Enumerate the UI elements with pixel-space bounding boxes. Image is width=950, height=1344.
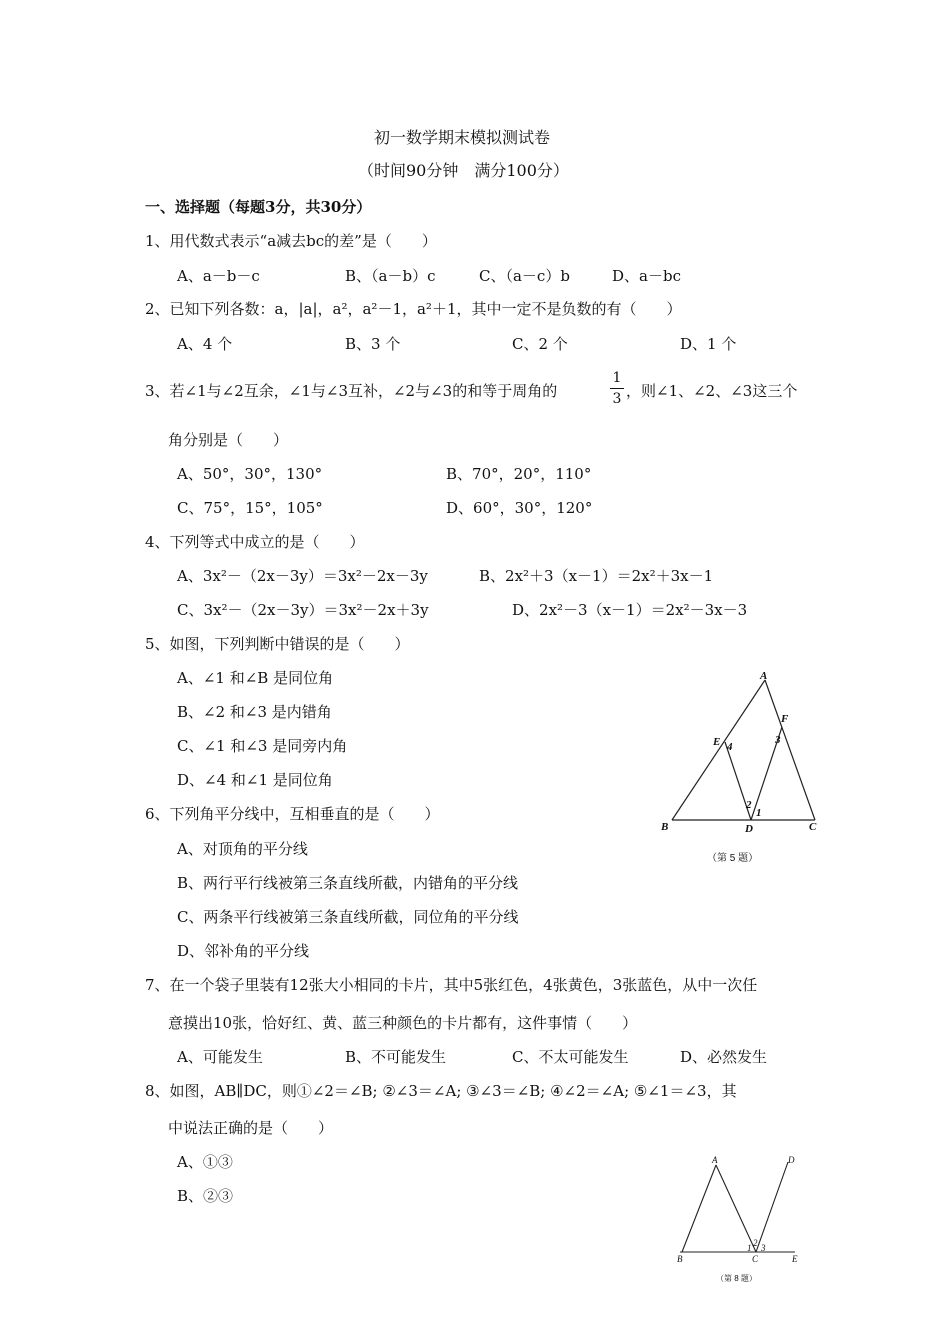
q5-figure — [655, 670, 830, 870]
q7-option-d: D、必然发生 — [680, 1048, 768, 1066]
q1-option-d: D、a－bc — [612, 267, 681, 285]
q1-option-a: A、a－b－c — [177, 267, 260, 285]
q8-option-b: B、②③ — [177, 1187, 234, 1205]
fraction-bar — [610, 388, 624, 389]
label-e: E — [792, 1254, 798, 1264]
q5-stem: 5、如图，下列判断中错误的是（ ） — [145, 635, 410, 653]
q5-option-a: A、∠1 和∠B 是同位角 — [177, 669, 334, 687]
q6-option-c: C、两条平行线被第三条直线所截，同位角的平分线 — [177, 908, 519, 926]
q3-option-a: A、50°，30°，130° — [177, 465, 323, 483]
q3-option-d: D、60°，30°，120° — [446, 499, 593, 517]
q1-stem: 1、用代数式表示“a减去bc的差”是（ ） — [145, 232, 437, 250]
q3-stem-cont: 角分别是（ ） — [168, 431, 289, 449]
label-b: B — [661, 821, 669, 833]
q2-stem: 2、已知下列各数：a，|a|，a²，a²－1，a²＋1，其中一定不是负数的有（ ） — [145, 300, 682, 318]
q6-option-d: D、邻补角的平分线 — [177, 942, 310, 960]
q3-fraction — [609, 369, 625, 415]
segment-ac — [716, 1165, 756, 1252]
q7-stem: 7、在一个袋子里装有12张大小相同的卡片，其中5张红色，4张黄色，3张蓝色，从中一次任 — [145, 976, 758, 994]
q6-option-a: A、对顶角的平分线 — [177, 840, 308, 858]
q8-figure — [670, 1150, 815, 1290]
q8-figure-caption: （第 8 题） — [716, 1274, 757, 1283]
segment-ab — [682, 1165, 716, 1252]
fraction-denominator: 3 — [612, 391, 622, 407]
q3-option-b: B、70°，20°，110° — [446, 465, 592, 483]
label-a: A — [712, 1155, 718, 1165]
segment-ac — [765, 680, 815, 820]
angle-label-1: 1 — [747, 1243, 752, 1253]
angle-label-3: 3 — [775, 734, 781, 746]
q4-option-b: B、2x²＋3（x－1）＝2x²＋3x－1 — [479, 567, 714, 585]
angle-label-3: 3 — [761, 1243, 766, 1253]
q3-option-c: C、75°，15°，105° — [177, 499, 323, 517]
q5-option-b: B、∠2 和∠3 是内错角 — [177, 703, 332, 721]
q2-option-b: B、3 个 — [345, 335, 401, 353]
q1-option-b: B、（a－b）c — [345, 267, 436, 285]
q1-option-c: C、（a－c）b — [479, 267, 570, 285]
page-title: 初一数学期末模拟测试卷 — [374, 128, 551, 147]
q6-option-b: B、两行平行线被第三条直线所截，内错角的平分线 — [177, 874, 519, 892]
q6-stem: 6、下列角平分线中，互相垂直的是（ ） — [145, 805, 440, 823]
angle-label-4: 4 — [727, 741, 733, 753]
q5-figure-caption: （第 5 题） — [707, 853, 759, 864]
section-heading: 一、选择题（每题3分，共30分） — [145, 198, 372, 216]
q3-stem-part1: 3、若∠1与∠2互余，∠1与∠3互补，∠2与∠3的和等于周角的 — [145, 382, 558, 400]
q2-option-c: C、2 个 — [512, 335, 568, 353]
q7-option-b: B、不可能发生 — [345, 1048, 447, 1066]
q2-option-a: A、4 个 — [177, 335, 233, 353]
q4-option-c: C、3x²－（2x－3y）＝3x²－2x＋3y — [177, 601, 429, 619]
q7-stem-cont: 意摸出10张，恰好红、黄、蓝三种颜色的卡片都有，这件事情（ ） — [168, 1014, 638, 1032]
segment-cd — [756, 1162, 788, 1252]
q8-stem: 8、如图，AB∥DC，则①∠2＝∠B; ②∠3＝∠A; ③∠3＝∠B; ④∠2＝∠A; ⑤∠1＝∠3，其 — [145, 1082, 737, 1100]
page-subtitle: （时间90分钟 满分100分） — [358, 161, 569, 180]
angle-label-2: 2 — [746, 799, 752, 811]
fraction-numerator: 1 — [612, 370, 622, 386]
q4-option-d: D、2x²－3（x－1）＝2x²－3x－3 — [512, 601, 748, 619]
q4-stem: 4、下列等式中成立的是（ ） — [145, 533, 365, 551]
q5-option-d: D、∠4 和∠1 是同位角 — [177, 771, 333, 789]
q8-option-a: A、①③ — [177, 1153, 233, 1171]
label-b: B — [677, 1254, 683, 1264]
q4-option-a: A、3x²－（2x－3y）＝3x²－2x－3y — [177, 567, 428, 585]
label-e: E — [713, 736, 721, 748]
label-d: D — [745, 823, 753, 835]
angle-label-1: 1 — [756, 807, 762, 819]
q7-option-c: C、不太可能发生 — [512, 1048, 629, 1066]
label-c: C — [752, 1254, 759, 1264]
angle-label-2: 2 — [753, 1238, 758, 1248]
label-a: A — [760, 670, 768, 682]
q7-option-a: A、可能发生 — [177, 1048, 263, 1066]
q3-stem-part2: ，则∠1、∠2、∠3这三个 — [626, 382, 798, 400]
q8-stem-cont: 中说法正确的是（ ） — [168, 1119, 334, 1137]
q5-option-c: C、∠1 和∠3 是同旁内角 — [177, 737, 348, 755]
q2-option-d: D、1 个 — [680, 335, 737, 353]
label-f: F — [781, 713, 789, 725]
label-c: C — [809, 821, 817, 833]
label-d: D — [788, 1155, 795, 1165]
